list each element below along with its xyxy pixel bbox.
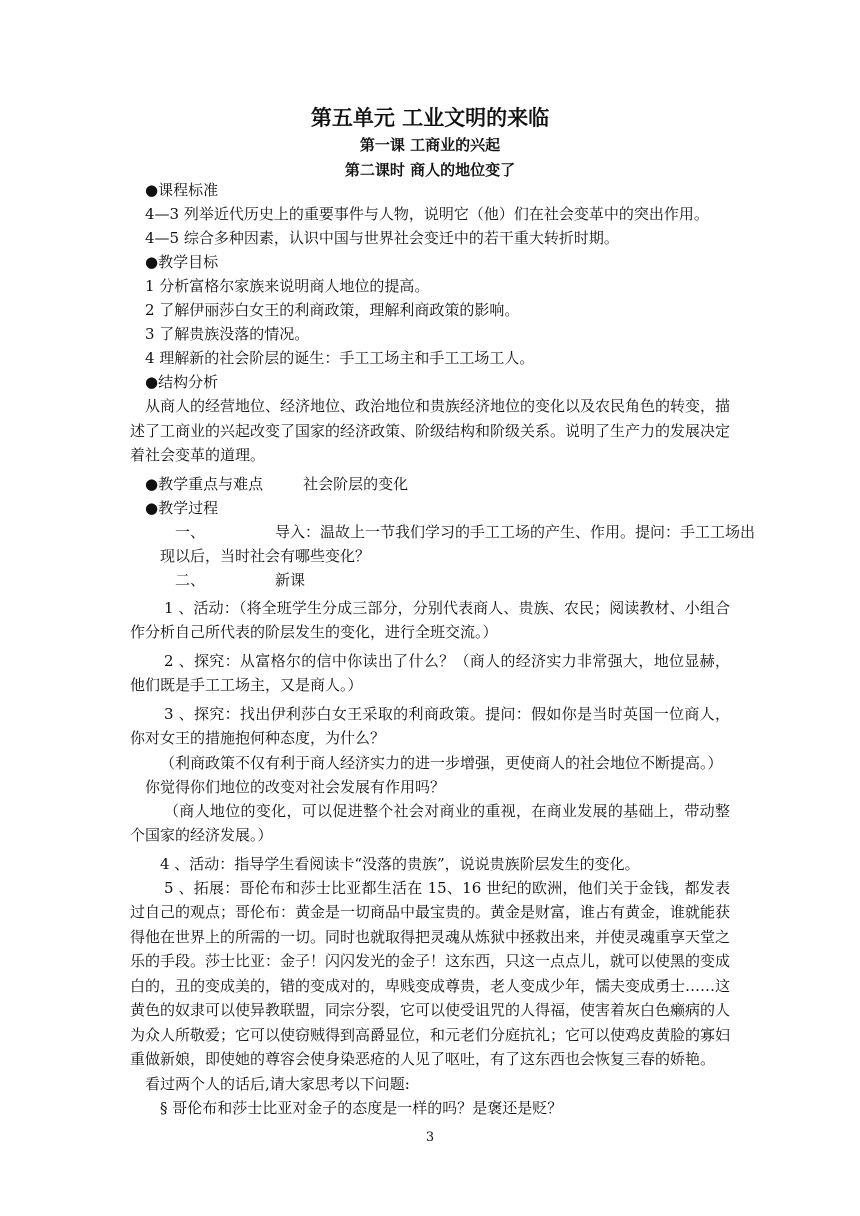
key-heading: ●教学重点与难点 [145,474,264,493]
intro-continuation: 现以后，当时社会有哪些变化？ [160,546,371,565]
question-item: § 哥伦布和莎士比亚对金子的态度是一样的吗？是褒还是贬？ [160,1098,563,1117]
standard-heading: ●课程标准 [145,181,219,199]
intro-text: 导入：温故上一节我们学习的手工工场的产生、作用。提问：手工工场出 [275,522,756,541]
process-heading: ●教学过程 [145,498,219,517]
think-intro: 看过两个人的话后,请大家思考以下问题: [145,1074,410,1093]
period-title: 第二课时 商人的地位变了 [344,161,516,179]
inquiry-3-question: 你觉得你们地位的改变对社会发展有作用吗？ [145,777,446,796]
new-text: 新课 [275,570,306,589]
goal-item: 1 分析富格尔家族来说明商人地位的提高。 [145,277,430,295]
page-number: 3 [425,1130,435,1145]
goal-item: 3 了解贵族没落的情况。 [145,325,310,343]
inquiry-3: 3 、探究：找出伊利莎白女王采取的利商政策。提问：假如你是当时英国一位商人，你对女王的措施抱何种态度，为什么？ [130,704,730,747]
inquiry-2: 2 、探究：从富格尔的信中你读出了什么？（商人的经济实力非常强大，地位显赫，他们既是手工工场主，又是商人。） [130,651,730,694]
key-points-line [130,472,730,496]
activity-1: 1 、活动：（将全班学生分成三部分，分别代表商人、贵族、农民；阅读教材、小组合作分析自己所代表的阶层发生的变化，进行全班交流。） [130,598,730,641]
structure-heading: ●结构分析 [145,373,219,391]
lesson-title: 第一课 工商业的兴起 [359,136,501,154]
extension-5: 5 、拓展：哥伦布和莎士比亚都生活在 15、16 世纪的欧洲，他们关于金钱，都发表过自己的观点；哥伦布：黄金是一切商品中最宝贵的。黄金是财富，谁占有黄金，谁就能获得他在世界上的所需的一切。同时也就取得把灵魂从炼狱中拯救出来，并使灵魂重享天堂之乐的手段。莎士比亚：金子！闪闪发光的金子！这东西，只这一点点儿，就可以使黑的变成白的，丑的变成美的，错的变成对的，卑贱变成尊贵，老人变成少年，懦夫变成勇士……这黄色的奴隶可以使异教联盟，同宗分裂，它可以使受诅咒的人得福，使害着灰白色癞病的人为众人所敬爱；它可以使窃贼得到高爵显位，和元老们分庭抗礼；它可以使鸡皮黄脸的寡妇重做新娘，即使她的尊容会使身染恶疮的人见了呕吐，有了这东西也会恢复三春的娇艳。 [130,878,731,1068]
intro-line [130,520,756,544]
inquiry-3-answer-2: （商人地位的变化，可以促进整个社会对商业的重视，在商业发展的基础上，带动整个国家的经济发展。） [130,801,730,844]
new-number: 二、 [175,570,206,589]
key-text: 社会阶层的变化 [303,474,409,493]
standard-item: 4—3 列举近代历史上的重要事件与人物，说明它（他）们在社会变革中的突出作用。 [145,205,709,223]
activity-4: 4 、活动：指导学生看阅读卡“没落的贵族”，说说贵族阶层发生的变化。 [160,854,640,873]
document-body [130,178,756,1120]
goal-item: 2 了解伊丽莎白女王的利商政策，理解利商政策的影响。 [145,301,520,319]
standard-item: 4—5 综合多种因素，认识中国与世界社会变迁中的若干重大转折时期。 [145,229,619,247]
new-lesson-line [130,568,730,592]
goals-heading: ●教学目标 [145,253,219,271]
goal-item: 4 理解新的社会阶层的诞生：手工工场主和手工工场工人。 [145,349,535,367]
intro-number: 一、 [175,522,206,541]
inquiry-3-answer: （利商政策不仅有利于商人经济实力的进一步增强，更使商人的社会地位不断提高。） [160,753,723,772]
structure-paragraph: 从商人的经营地位、经济地位、政治地位和贵族经济地位的变化以及农民角色的转变，描述了工商业的兴起改变了国家的经济政策、阶级结构和阶级关系。说明了生产力的发展决定着社会变革的道理。 [130,397,731,464]
unit-title: 第五单元 工业文明的来临 [310,106,550,130]
